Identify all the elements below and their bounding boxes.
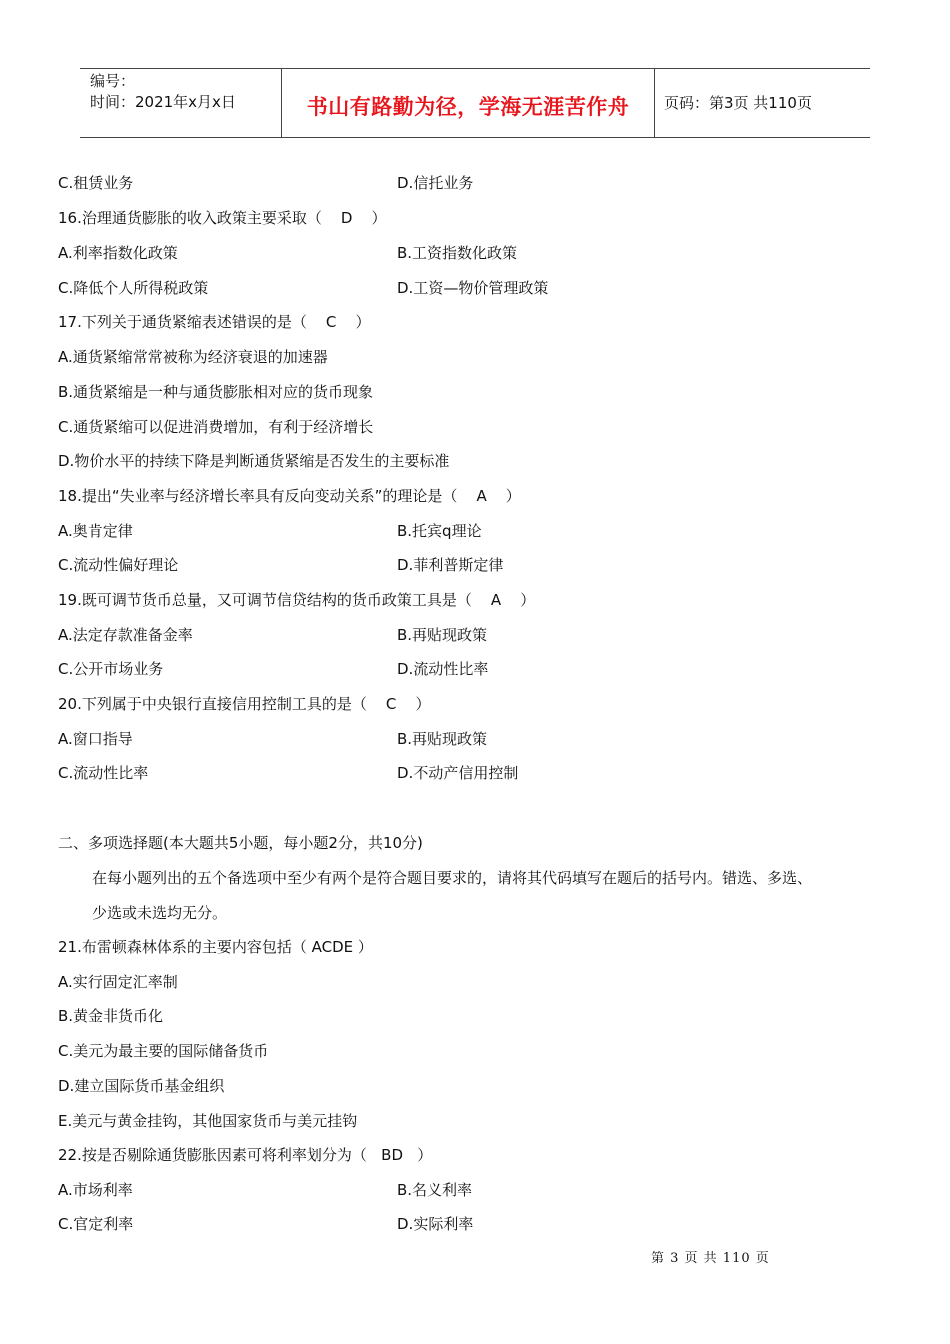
option-c: C.降低个人所得税政策 [58, 279, 209, 297]
question-19: 19.既可调节货币总量，又可调节信贷结构的货币政策工具是（ A ） [58, 591, 536, 609]
section-instructions: 在每小题列出的五个备选项中至少有两个是符合题目要求的，请将其代码填写在题后的括号内。错选、多选、 [92, 869, 813, 887]
option-d: D.实际利率 [397, 1215, 474, 1233]
option-a: A.利率指数化政策 [58, 244, 178, 262]
question-16: 16.治理通货膨胀的收入政策主要采取（ D ） [58, 209, 387, 227]
option-c: C.公开市场业务 [58, 660, 164, 678]
option-b: B.黄金非货币化 [58, 1007, 164, 1025]
option-c: C.租赁业务 [58, 174, 134, 192]
option-a: A.通货紧缩常常被称为经济衰退的加速器 [58, 348, 328, 366]
question-18: 18.提出“失业率与经济增长率具有反向变动关系”的理论是（ A ） [58, 487, 521, 505]
option-c: C.流动性比率 [58, 764, 149, 782]
option-e: E.美元与黄金挂钩，其他国家货币与美元挂钩 [58, 1112, 358, 1130]
option-d: D.不动产信用控制 [397, 764, 519, 782]
option-a: A.法定存款准备金率 [58, 626, 193, 644]
option-d: D.工资—物价管理政策 [397, 279, 549, 297]
option-b: B.再贴现政策 [397, 730, 488, 748]
header-divider [654, 69, 655, 137]
number-label: 编号： [90, 72, 136, 90]
option-a: A.奥肯定律 [58, 522, 133, 540]
option-b: B.通货紧缩是一种与通货膨胀相对应的货币现象 [58, 383, 374, 401]
option-a: A.市场利率 [58, 1181, 133, 1199]
header-motto: 书山有路勤为径，学海无涯苦作舟 [306, 94, 630, 119]
section-instructions-cont: 少选或未选均无分。 [92, 904, 228, 922]
time-label: 时间：2021年x月x日 [90, 93, 236, 111]
option-d: D.流动性比率 [397, 660, 489, 678]
question-17: 17.下列关于通货紧缩表述错误的是（ C ） [58, 313, 371, 331]
option-d: D.物价水平的持续下降是判断通货紧缩是否发生的主要标准 [58, 452, 450, 470]
option-d: D.建立国际货币基金组织 [58, 1077, 225, 1095]
header-page-info: 页码：第3页 共110页 [664, 94, 812, 112]
question-22: 22.按是否剔除通货膨胀因素可将利率划分为（ BD ） [58, 1146, 433, 1164]
option-c: C.官定利率 [58, 1215, 134, 1233]
page-footer: 第 3 页 共 110 页 [651, 1251, 770, 1266]
option-c: C.通货紧缩可以促进消费增加，有利于经济增长 [58, 418, 374, 436]
page-header [80, 68, 870, 138]
option-b: B.名义利率 [397, 1181, 473, 1199]
option-c: C.流动性偏好理论 [58, 556, 179, 574]
option-a: A.实行固定汇率制 [58, 973, 178, 991]
question-20: 20.下列属于中央银行直接信用控制工具的是（ C ） [58, 695, 431, 713]
option-c: C.美元为最主要的国际储备货币 [58, 1042, 269, 1060]
header-meta [90, 71, 236, 113]
option-b: B.工资指数化政策 [397, 244, 518, 262]
question-21: 21.布雷顿森林体系的主要内容包括（ ACDE ） [58, 938, 373, 956]
section-heading: 二、多项选择题(本大题共5小题，每小题2分，共10分) [58, 834, 423, 852]
option-b: B.托宾q理论 [397, 522, 482, 540]
option-d: D.菲利普斯定律 [397, 556, 504, 574]
option-b: B.再贴现政策 [397, 626, 488, 644]
option-a: A.窗口指导 [58, 730, 133, 748]
option-d: D.信托业务 [397, 174, 474, 192]
